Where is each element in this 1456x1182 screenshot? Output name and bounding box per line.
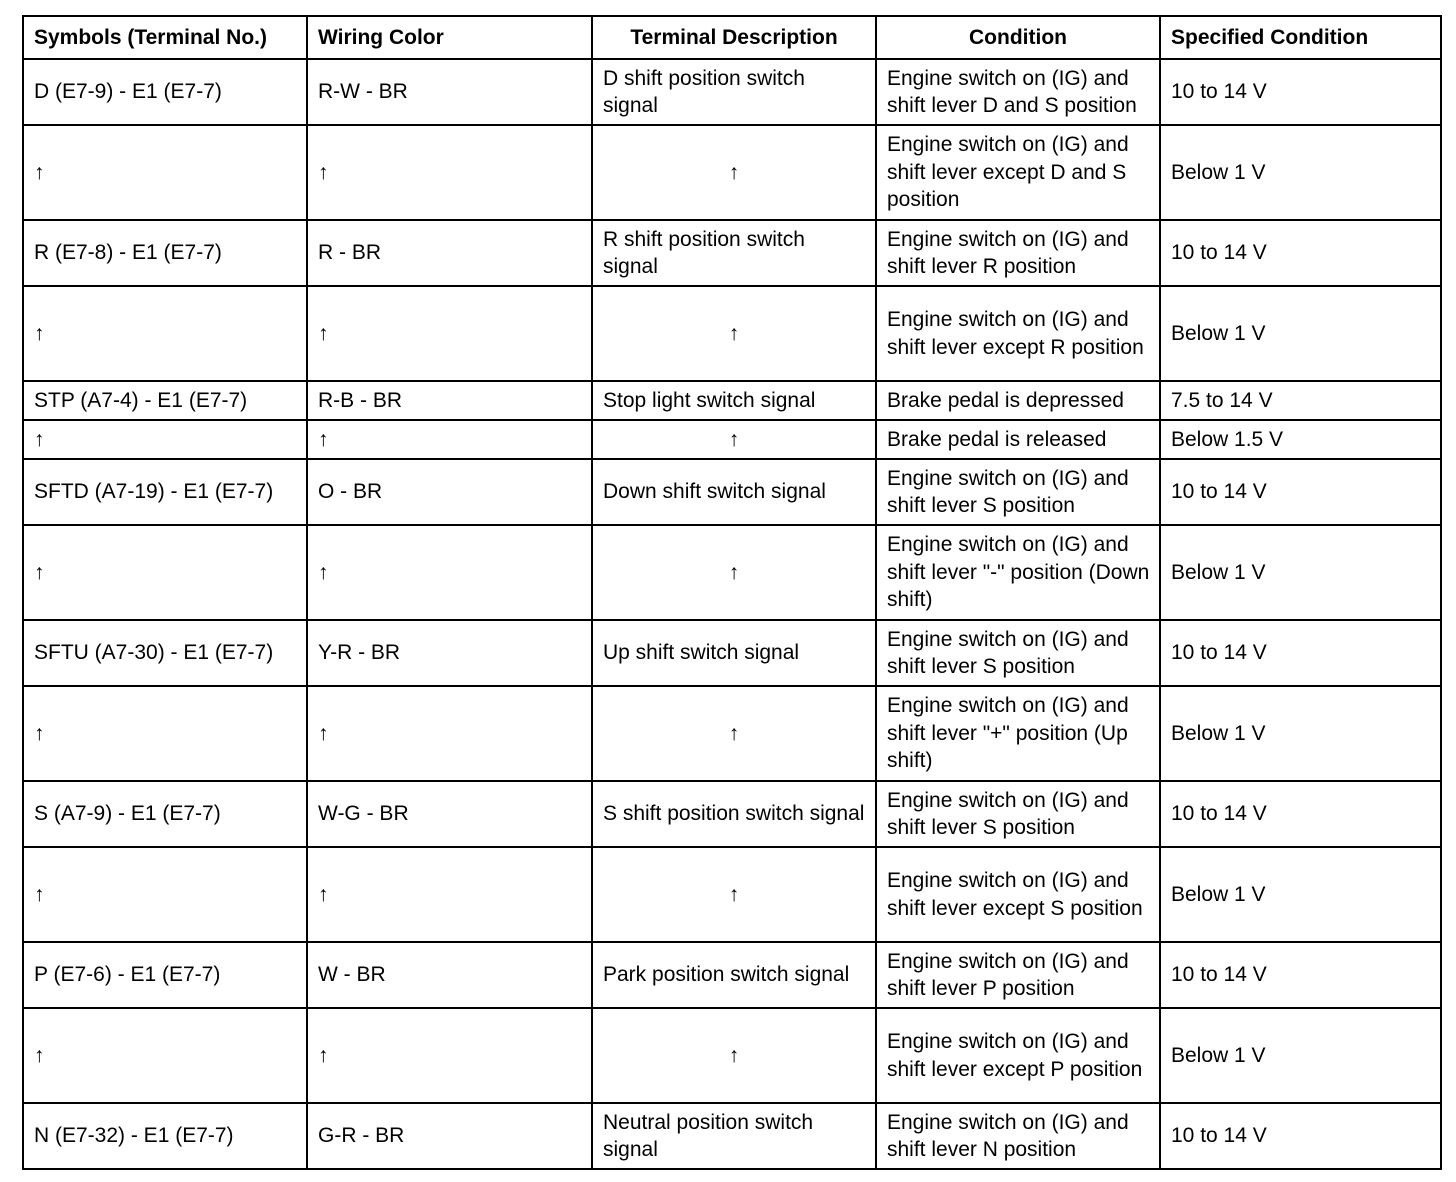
- terminal-inspection-table: [22, 15, 1442, 1170]
- terminal-description-cell: ↑: [592, 1008, 876, 1103]
- table-row: [23, 420, 1441, 459]
- terminal-description-cell: Neutral position switch signal: [592, 1103, 876, 1169]
- table-body: [23, 59, 1441, 1169]
- condition-cell: Engine switch on (IG) and shift lever S position: [876, 459, 1160, 525]
- condition-cell: Engine switch on (IG) and shift lever except S position: [876, 847, 1160, 942]
- terminal-description-cell: ↑: [592, 420, 876, 459]
- symbol-cell: S (A7-9) - E1 (E7-7): [23, 781, 307, 847]
- wiring-color-cell: ↑: [307, 847, 592, 942]
- condition-cell: Engine switch on (IG) and shift lever R position: [876, 220, 1160, 286]
- specified-condition-cell: 10 to 14 V: [1160, 459, 1441, 525]
- condition-cell: Engine switch on (IG) and shift lever N position: [876, 1103, 1160, 1169]
- wiring-color-cell: ↑: [307, 420, 592, 459]
- specified-condition-cell: 7.5 to 14 V: [1160, 381, 1441, 420]
- wiring-color-cell: G-R - BR: [307, 1103, 592, 1169]
- condition-cell: Engine switch on (IG) and shift lever except R position: [876, 286, 1160, 381]
- wiring-color-cell: ↑: [307, 686, 592, 781]
- wiring-color-cell: W-G - BR: [307, 781, 592, 847]
- terminal-description-cell: S shift position switch signal: [592, 781, 876, 847]
- specified-condition-cell: 10 to 14 V: [1160, 1103, 1441, 1169]
- specified-condition-cell: 10 to 14 V: [1160, 942, 1441, 1008]
- specified-condition-cell: Below 1 V: [1160, 125, 1441, 220]
- symbol-cell: ↑: [23, 686, 307, 781]
- table-row: [23, 459, 1441, 525]
- symbol-cell: R (E7-8) - E1 (E7-7): [23, 220, 307, 286]
- table-row: [23, 1103, 1441, 1169]
- header-specified-condition: Specified Condition: [1160, 16, 1441, 59]
- terminal-description-cell: ↑: [592, 847, 876, 942]
- specified-condition-cell: Below 1 V: [1160, 847, 1441, 942]
- symbol-cell: ↑: [23, 1008, 307, 1103]
- table-row: [23, 942, 1441, 1008]
- wiring-color-cell: ↑: [307, 525, 592, 620]
- terminal-description-cell: R shift position switch signal: [592, 220, 876, 286]
- symbol-cell: ↑: [23, 847, 307, 942]
- wiring-color-cell: ↑: [307, 1008, 592, 1103]
- specified-condition-cell: Below 1 V: [1160, 286, 1441, 381]
- terminal-description-cell: Up shift switch signal: [592, 620, 876, 686]
- specified-condition-cell: Below 1.5 V: [1160, 420, 1441, 459]
- table-row: [23, 125, 1441, 220]
- specified-condition-cell: 10 to 14 V: [1160, 781, 1441, 847]
- condition-cell: Brake pedal is released: [876, 420, 1160, 459]
- symbol-cell: ↑: [23, 125, 307, 220]
- symbol-cell: STP (A7-4) - E1 (E7-7): [23, 381, 307, 420]
- wiring-color-cell: R-B - BR: [307, 381, 592, 420]
- condition-cell: Engine switch on (IG) and shift lever D and S position: [876, 59, 1160, 125]
- wiring-color-cell: ↑: [307, 286, 592, 381]
- condition-cell: Brake pedal is depressed: [876, 381, 1160, 420]
- specified-condition-cell: 10 to 14 V: [1160, 220, 1441, 286]
- specified-condition-cell: Below 1 V: [1160, 1008, 1441, 1103]
- wiring-color-cell: Y-R - BR: [307, 620, 592, 686]
- wiring-color-cell: R-W - BR: [307, 59, 592, 125]
- wiring-color-cell: W - BR: [307, 942, 592, 1008]
- wiring-color-cell: R - BR: [307, 220, 592, 286]
- specified-condition-cell: 10 to 14 V: [1160, 620, 1441, 686]
- table-row: [23, 525, 1441, 620]
- specified-condition-cell: Below 1 V: [1160, 525, 1441, 620]
- condition-cell: Engine switch on (IG) and shift lever "+" position (Up shift): [876, 686, 1160, 781]
- terminal-description-cell: ↑: [592, 125, 876, 220]
- terminal-description-cell: ↑: [592, 286, 876, 381]
- condition-cell: Engine switch on (IG) and shift lever except D and S position: [876, 125, 1160, 220]
- condition-cell: Engine switch on (IG) and shift lever P position: [876, 942, 1160, 1008]
- symbol-cell: SFTD (A7-19) - E1 (E7-7): [23, 459, 307, 525]
- symbol-cell: P (E7-6) - E1 (E7-7): [23, 942, 307, 1008]
- condition-cell: Engine switch on (IG) and shift lever "-" position (Down shift): [876, 525, 1160, 620]
- table-row: [23, 620, 1441, 686]
- wiring-color-cell: ↑: [307, 125, 592, 220]
- header-symbols: Symbols (Terminal No.): [23, 16, 307, 59]
- table-row: [23, 847, 1441, 942]
- header-condition: Condition: [876, 16, 1160, 59]
- symbol-cell: SFTU (A7-30) - E1 (E7-7): [23, 620, 307, 686]
- table-row: [23, 381, 1441, 420]
- condition-cell: Engine switch on (IG) and shift lever S position: [876, 620, 1160, 686]
- terminal-description-cell: D shift position switch signal: [592, 59, 876, 125]
- condition-cell: Engine switch on (IG) and shift lever except P position: [876, 1008, 1160, 1103]
- table-row: [23, 220, 1441, 286]
- symbol-cell: N (E7-32) - E1 (E7-7): [23, 1103, 307, 1169]
- terminal-description-cell: Down shift switch signal: [592, 459, 876, 525]
- specified-condition-cell: 10 to 14 V: [1160, 59, 1441, 125]
- symbol-cell: ↑: [23, 420, 307, 459]
- terminal-description-cell: Park position switch signal: [592, 942, 876, 1008]
- wiring-color-cell: O - BR: [307, 459, 592, 525]
- terminal-description-cell: ↑: [592, 525, 876, 620]
- table-row: [23, 59, 1441, 125]
- symbol-cell: ↑: [23, 286, 307, 381]
- table-row: [23, 781, 1441, 847]
- terminal-description-cell: ↑: [592, 686, 876, 781]
- specified-condition-cell: Below 1 V: [1160, 686, 1441, 781]
- symbol-cell: ↑: [23, 525, 307, 620]
- table-row: [23, 686, 1441, 781]
- terminal-description-cell: Stop light switch signal: [592, 381, 876, 420]
- header-wiring-color: Wiring Color: [307, 16, 592, 59]
- table-row: [23, 286, 1441, 381]
- condition-cell: Engine switch on (IG) and shift lever S position: [876, 781, 1160, 847]
- table-row: [23, 1008, 1441, 1103]
- symbol-cell: D (E7-9) - E1 (E7-7): [23, 59, 307, 125]
- header-terminal-description: Terminal Description: [592, 16, 876, 59]
- header-row: [23, 16, 1441, 59]
